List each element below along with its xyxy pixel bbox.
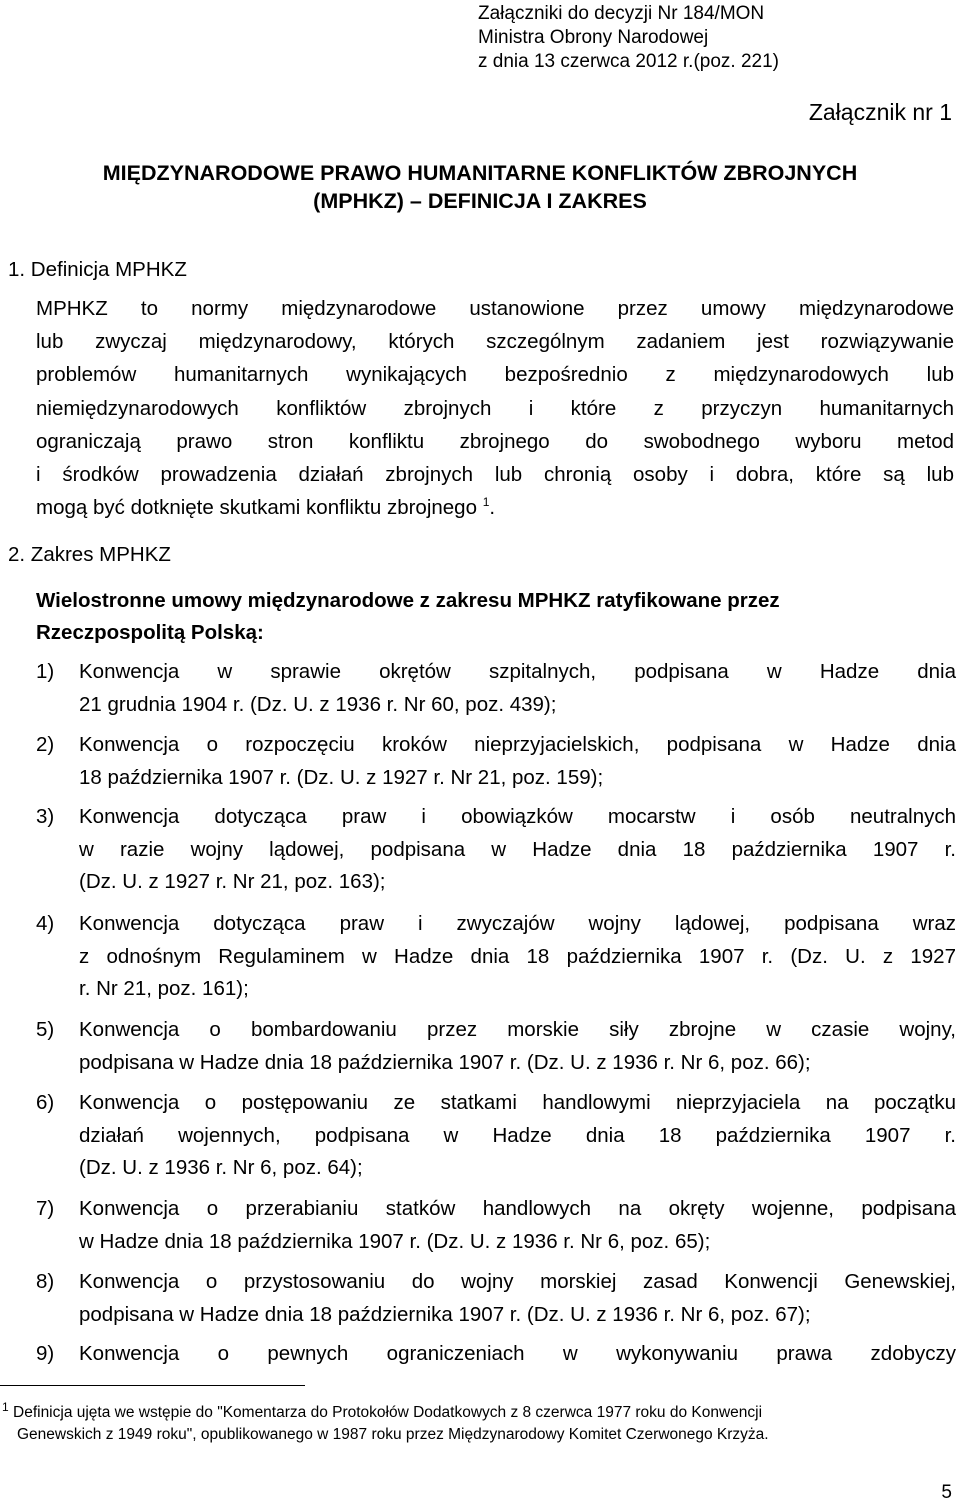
list-item-line: Konwencja o pewnych ograniczeniach w wykonywaniu prawa zdobyczy (79, 1342, 956, 1365)
paragraph-line: problemów humanitarnych wynikających bezpośrednio z międzynarodowych lub (36, 363, 954, 387)
header-note-line: Załączniki do decyzji Nr 184/MON (478, 3, 765, 24)
list-item-line: działań wojennych, podpisana w Hadze dnia 18 października 1907 r. (79, 1123, 956, 1147)
footnote-line-1 (2, 1399, 956, 1424)
list-item-line: Konwencja o przystosowaniu do wojny morskiej zasad Konwencji Genewskiej, (79, 1270, 956, 1293)
page-number: 5 (941, 1482, 952, 1503)
list-item-line: z odnośnym Regulaminem w Hadze dnia 18 października 1907 r. (Dz. U. z 1927 (79, 944, 956, 968)
attachment-label: Załącznik nr 1 (808, 99, 952, 125)
list-item-line: Konwencja o przerabianiu statków handlowych na okręty wojenne, podpisana (79, 1197, 956, 1220)
definition-paragraph (36, 292, 954, 524)
paragraph-end: . (489, 496, 496, 520)
title-line-1: MIĘDZYNARODOWE PRAWO HUMANITARNE KONFLIKTÓW ZBROJNYCH (102, 161, 858, 185)
footnote-separator (0, 1385, 305, 1386)
list-item-line: Konwencja o postępowaniu ze statkami handlowymi nieprzyjaciela na początku (79, 1091, 956, 1114)
list-item-number: 8) (36, 1270, 55, 1293)
footnote-reference[interactable]: 1 (482, 495, 490, 510)
paragraph-line: lub zwyczaj międzynarodowy, których szczególnym zadaniem jest rozwiązywanie (36, 330, 954, 354)
list-item-number: 5) (36, 1018, 55, 1041)
list-item (36, 801, 956, 899)
paragraph-line: niemiędzynarodowych konfliktów zbrojnych i które z przyczyn humanitarnych (36, 396, 954, 420)
subheading-line: Wielostronne umowy międzynarodowe z zakresu MPHKZ ratyfikowane przez (36, 589, 780, 612)
list-item-line: Konwencja o rozpoczęciu kroków nieprzyjacielskich, podpisana w Hadze dnia (79, 733, 956, 756)
list-item (36, 1193, 956, 1258)
list-item-number: 6) (36, 1091, 55, 1114)
list-item-number: 9) (36, 1342, 55, 1365)
list-item (36, 729, 956, 794)
footnote-mark: 1 (2, 1399, 9, 1414)
list-item (36, 1266, 956, 1331)
header-note-line: Ministra Obrony Narodowej (478, 27, 709, 48)
paragraph-line: MPHKZ to normy międzynarodowe ustanowione przez umowy międzynarodowe (36, 297, 954, 320)
list-item (36, 1014, 956, 1079)
paragraph-line: mogą być dotknięte skutkami konfliktu zbrojnego (36, 496, 477, 520)
document-title (0, 159, 960, 215)
paragraph-last-line (36, 491, 954, 524)
list-item-line: 18 października 1907 r. (Dz. U. z 1927 r. Nr 21, poz. 159); (79, 765, 604, 789)
section-1-heading: 1. Definicja MPHKZ (8, 258, 187, 281)
header-note-line: z dnia 13 czerwca 2012 r.(poz. 221) (478, 51, 780, 72)
list-item-line: Konwencja w sprawie okrętów szpitalnych, podpisana w Hadze dnia (79, 660, 956, 683)
list-item-line: podpisana w Hadze dnia 18 października 1907 r. (Dz. U. z 1936 r. Nr 6, poz. 67); (79, 1302, 811, 1326)
list-item-line: Konwencja o bombardowaniu przez morskie siły zbrojne w czasie wojny, (79, 1018, 956, 1041)
list-item-number: 7) (36, 1197, 55, 1220)
list-item-line: Konwencja dotycząca praw i obowiązków mocarstw i osób neutralnych (79, 805, 956, 828)
list-item-line: 21 grudnia 1904 r. (Dz. U. z 1936 r. Nr 60, poz. 439); (79, 692, 557, 716)
title-line-2: (MPHKZ) – DEFINICJA I ZAKRES (313, 189, 647, 213)
list-item-number: 3) (36, 805, 55, 828)
paragraph-line: i środków prowadzenia działań zbrojnych lub chronią osoby i dobra, które są lub (36, 463, 954, 487)
decision-header-note (478, 2, 779, 74)
list-item (36, 908, 956, 1006)
list-item-line: Konwencja dotycząca praw i zwyczajów wojny lądowej, podpisana wraz (79, 912, 956, 935)
list-item-number: 4) (36, 912, 55, 935)
list-item-line: w razie wojny lądowej, podpisana w Hadze dnia 18 października 1907 r. (79, 837, 956, 861)
list-item-line: w Hadze dnia 18 października 1907 r. (Dz. U. z 1936 r. Nr 6, poz. 65); (79, 1229, 711, 1253)
list-item (36, 656, 956, 721)
list-item-line: (Dz. U. z 1936 r. Nr 6, poz. 64); (79, 1156, 363, 1179)
treaties-subheading (36, 585, 954, 649)
list-item (36, 1087, 956, 1185)
list-item (36, 1338, 956, 1371)
list-item-line: podpisana w Hadze dnia 18 października 1907 r. (Dz. U. z 1936 r. Nr 6, poz. 66); (79, 1050, 811, 1074)
list-item-line: (Dz. U. z 1927 r. Nr 21, poz. 163); (79, 870, 386, 893)
section-2-heading: 2. Zakres MPHKZ (8, 543, 171, 566)
list-item-line: r. Nr 21, poz. 161); (79, 977, 249, 1000)
list-item-number: 1) (36, 660, 55, 683)
subheading-line: Rzeczpospolitą Polską: (36, 621, 264, 644)
footnote-text: Definicja ujęta we wstępie do "Komentarza do Protokołów Dodatkowych z 8 czerwca 1977 roku do Konwencji (13, 1404, 763, 1421)
footnote-line-2: Genewskich z 1949 roku", opublikowanego w 1987 roku przez Międzynarodowy Komitet Czerwonego Krzyża. (17, 1426, 769, 1443)
footnote (2, 1399, 956, 1446)
list-item-number: 2) (36, 733, 55, 756)
paragraph-line: ograniczają prawo stron konfliktu zbrojnego do swobodnego wyboru metod (36, 429, 954, 453)
